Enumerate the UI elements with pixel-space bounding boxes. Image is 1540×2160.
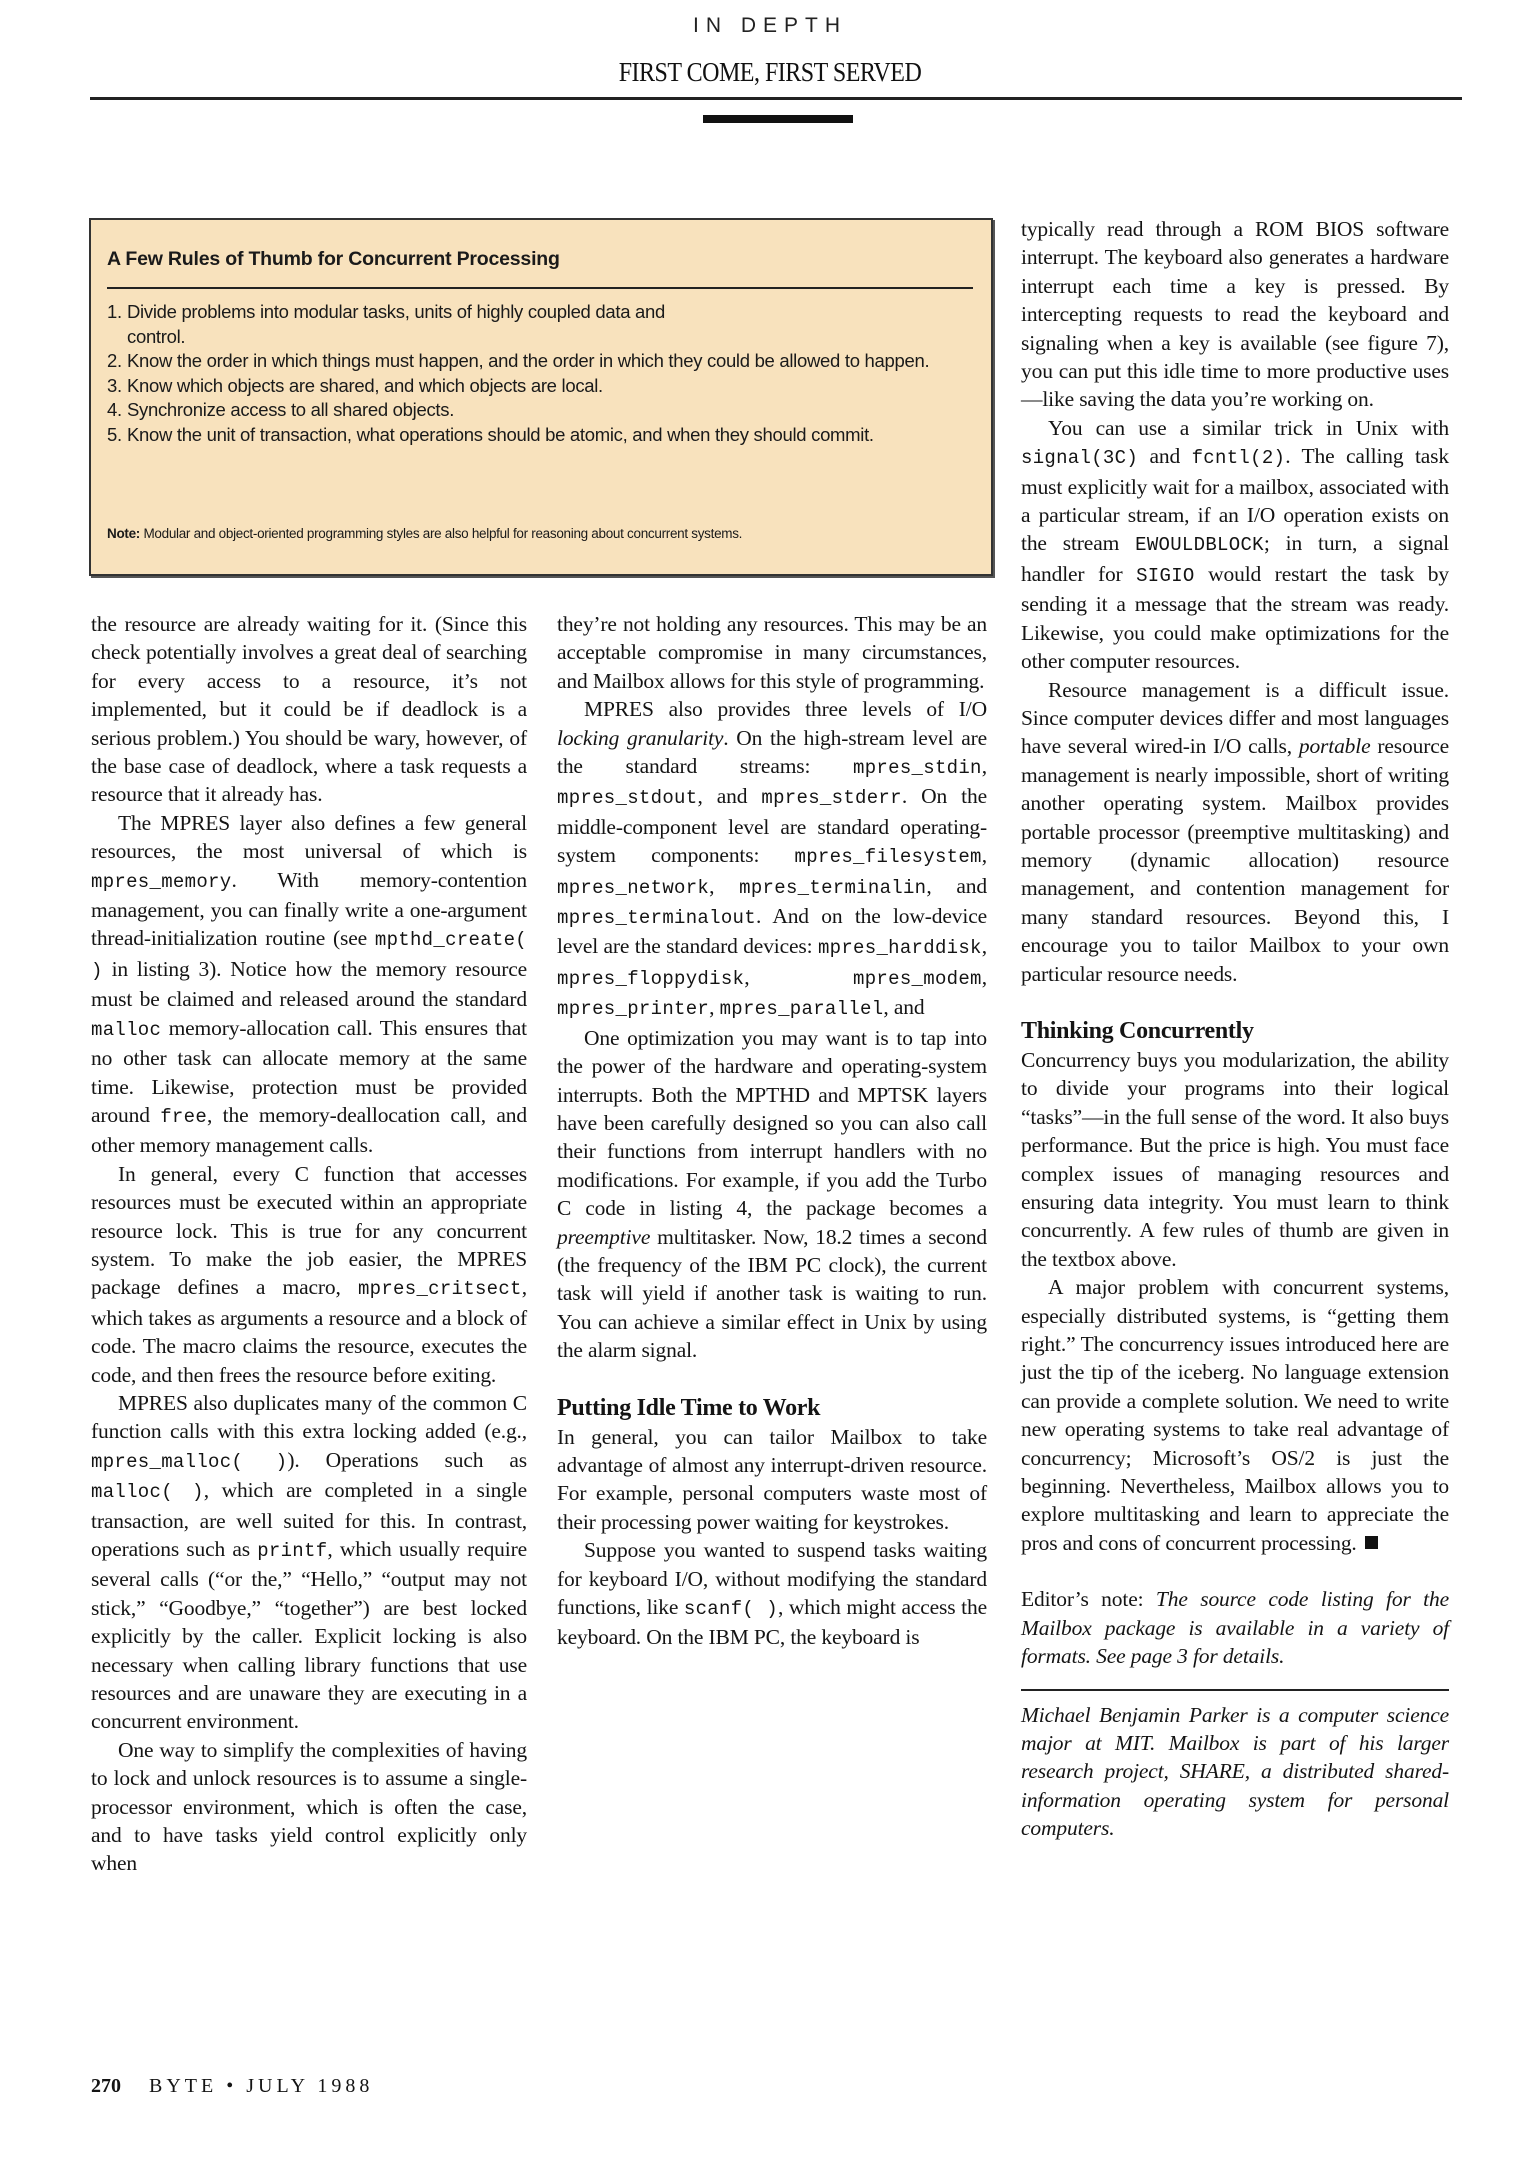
paragraph: A major problem with concurrent systems, especially distributed systems, is “getting them right.” The concurrency issues introduced here are just the tip of the iceberg. No language extension can provide a complete solution. We need to write new operating systems to take real advantage of concurrency; Microsoft’s OS/2 is just the beginning. Nevertheless, Mailbox allows you to explore multitasking and learn to appreciate the pros and cons of concurrent processing. xyxy=(1021,1275,1449,1555)
textbox-rule xyxy=(107,287,973,289)
paragraph: In general, every C function that accesses resources must be executed within an appropriate resource lock. This is true for any concurrent system. To make the job easier, the MPRES package defines a macro, mpres_critsect, which takes as arguments a resource and a block of code. The macro claims the resource, executes the code, and then frees the resource before exiting. xyxy=(91,1161,527,1387)
paragraph: MPRES also duplicates many of the common C function calls with this extra locking added (e.g., mpres_malloc( )). Operations such as malloc( ), which are completed in a single transaction, are well suited for this. In contrast, operations such as printf, which usually require several calls (“or the,” “Hello,” “output may not stick,” “Goodbye,” “together”) are best locked explicitly by the caller. Explicit locking is also necessary when calling library functions that use resources and are unaware they are executing in a concurrent environment. xyxy=(91,1390,528,1734)
paragraph: One optimization you may want is to tap into the power of the hardware and operating-system interrupts. Both the MPTHD and MPTSK layers have been carefully designed so you can also call their functions from interrupt handlers with no modifications. For example, if you add the Turbo C code in listing 4, the package becomes a preemptive multitasker. Now, 18.2 times a second (the frequency of the IBM PC clock), the current task will yield if another task is waiting to run. You can achieve a similar effect in Unix by using the alarm signal. xyxy=(557,1025,987,1363)
rule-number: 3. xyxy=(107,374,122,396)
rule-number: 1. xyxy=(107,301,122,322)
bio-divider xyxy=(1021,1689,1449,1691)
paragraph: Resource management is a difficult issue. Since computer devices differ and most languages have several wired-in I/O calls, portable resource management is nearly impossible, short of writing another operating system. Mailbox provides portable processor (preemptive multitasking) and memory (dynamic allocation) resource management, and contention management for many standard resources. Beyond this, I encourage you to tailor Mailbox to your own particular resource needs. xyxy=(1021,677,1449,986)
note-label: Note: xyxy=(107,526,140,541)
paragraph: Suppose you wanted to suspend tasks waiting for keyboard I/O, without modifying the standard functions, like scanf( ), which might access the keyboard. On the IBM PC, the keyboard is xyxy=(557,1538,987,1650)
running-head-title: FIRST COME, FIRST SERVED xyxy=(618,57,922,88)
rule-number: 4. xyxy=(107,399,122,420)
rule-item xyxy=(107,423,973,448)
textbox-note xyxy=(107,526,742,541)
body-column-1 xyxy=(91,610,527,1878)
page-number: 270 xyxy=(91,2075,121,2097)
paragraph: typically read through a ROM BIOS software interrupt. The keyboard also generates a hardware interrupt each time a key is pressed. By intercepting requests to read the keyboard and signaling when a key is available (see figure 7), you can put this idle time to more productive uses—like saving the data you’re working on. xyxy=(1021,217,1449,412)
paragraph: One way to simplify the complexities of having to lock and unlock resources is to assume a single-processor environment, which is often the case, and to have tasks yield control explicitly only when xyxy=(91,1737,527,1876)
textbox-title: A Few Rules of Thumb for Concurrent Processing xyxy=(107,248,560,270)
paragraph: they’re not holding any resources. This may be an acceptable compromise in many circumstances, and Mailbox allows for this style of programming. xyxy=(557,612,987,693)
paragraph: The MPRES layer also defines a few general resources, the most universal of which is mpres_memory. With memory-contention management, you can finally write a one-argument thread-initialization routine (see mpthd_create( ) in listing 3). Notice how the memory resource must be claimed and released around the standard malloc memory-allocation call. This ensures that no other task can allocate memory at the same time. Likewise, protection must be provided around free, the memory-deallocation call, and other memory management calls. xyxy=(91,810,527,1158)
rule-item xyxy=(107,374,973,399)
section-heading: Thinking Concurrently xyxy=(1021,1017,1254,1044)
rule-text: Synchronize access to all shared objects. xyxy=(127,399,455,420)
page-footer xyxy=(91,2075,373,2098)
magazine-issue: BYTE • JULY 1988 xyxy=(149,2075,374,2097)
rule-text: Know the order in which things must happen, and the order in which they could be allowed to happen. xyxy=(127,350,930,371)
paragraph: In general, you can tailor Mailbox to take advantage of almost any interrupt-driven resource. For example, personal computers waste most of their processing power waiting for keystrokes. xyxy=(557,1424,987,1534)
header-rule xyxy=(90,97,1462,100)
rule-number: 5. xyxy=(107,423,122,445)
paragraph: Concurrency buys you modularization, the ability to divide your programs into their logical “tasks”—in the full sense of the word. It also buys performance. But the price is high. You must face complex issues of managing resources and ensuring data integrity. You must learn to think concurrently. A few rules of thumb are given in the textbox above. xyxy=(1021,1047,1449,1271)
rule-item xyxy=(107,398,973,423)
author-bio: Michael Benjamin Parker is a computer science major at MIT. Mailbox is part of his larger research project, SHARE, a distributed shared-information operating system for personal computers. xyxy=(1021,1702,1449,1841)
paragraph: the resource are already waiting for it. (Since this check potentially involves a great deal of searching for every access to a resource, it’s not implemented, but it could be if deadlock is a serious problem.) You should be wary, however, of the base case of deadlock, where a task requests a resource that it already has. xyxy=(91,612,527,807)
rule-item xyxy=(107,300,973,349)
paragraph: MPRES also provides three levels of I/O locking granularity. On the high-stream level are the standard streams: mpres_stdin, mpres_stdout, and mpres_stderr. On the middle-component level are standard operating-system components: mpres_filesystem, mpres_network, mpres_terminalin, and mpres_terminalout. And on the low-device level are the standard devices: mpres_harddisk, mpres_floppydisk, mpres_modem, mpres_printer, mpres_parallel, and xyxy=(557,697,988,1021)
rule-text: Divide problems into modular tasks, units of highly coupled data and control. xyxy=(127,301,665,347)
note-text: Modular and object-oriented programming styles are also helpful for reasoning about concurrent systems. xyxy=(140,526,743,541)
rule-number: 2. xyxy=(107,350,122,371)
editors-note: Editor’s note: The source code listing for the Mailbox package is available in a variety of formats. See page 3 for details. xyxy=(1021,1587,1449,1669)
rules-of-thumb-textbox xyxy=(89,218,993,576)
rule-text: Know the unit of transaction, what operations should be atomic, and when they should commit. xyxy=(127,423,874,445)
rule-text: Know which objects are shared, and which objects are local. xyxy=(127,374,603,396)
end-of-article-square-icon xyxy=(1365,1536,1378,1549)
body-column-3 xyxy=(1021,215,1449,1843)
section-heading: Putting Idle Time to Work xyxy=(557,1394,821,1421)
body-column-2 xyxy=(557,610,987,1652)
rules-list xyxy=(107,300,973,447)
paragraph: You can use a similar trick in Unix with signal(3C) and fcntl(2). The calling task must explicitly wait for a mailbox, associated with a particular stream, if an I/O operation exists on the stream EWOULDBLOCK; in turn, a signal handler for SIGIO would restart the task by sending it a message that the stream was ready. Likewise, you could make optimizations for the other computer resources. xyxy=(1021,415,1449,674)
header-accent-bar xyxy=(703,115,853,123)
rule-item xyxy=(107,349,973,374)
running-head-section: IN DEPTH xyxy=(692,14,847,37)
